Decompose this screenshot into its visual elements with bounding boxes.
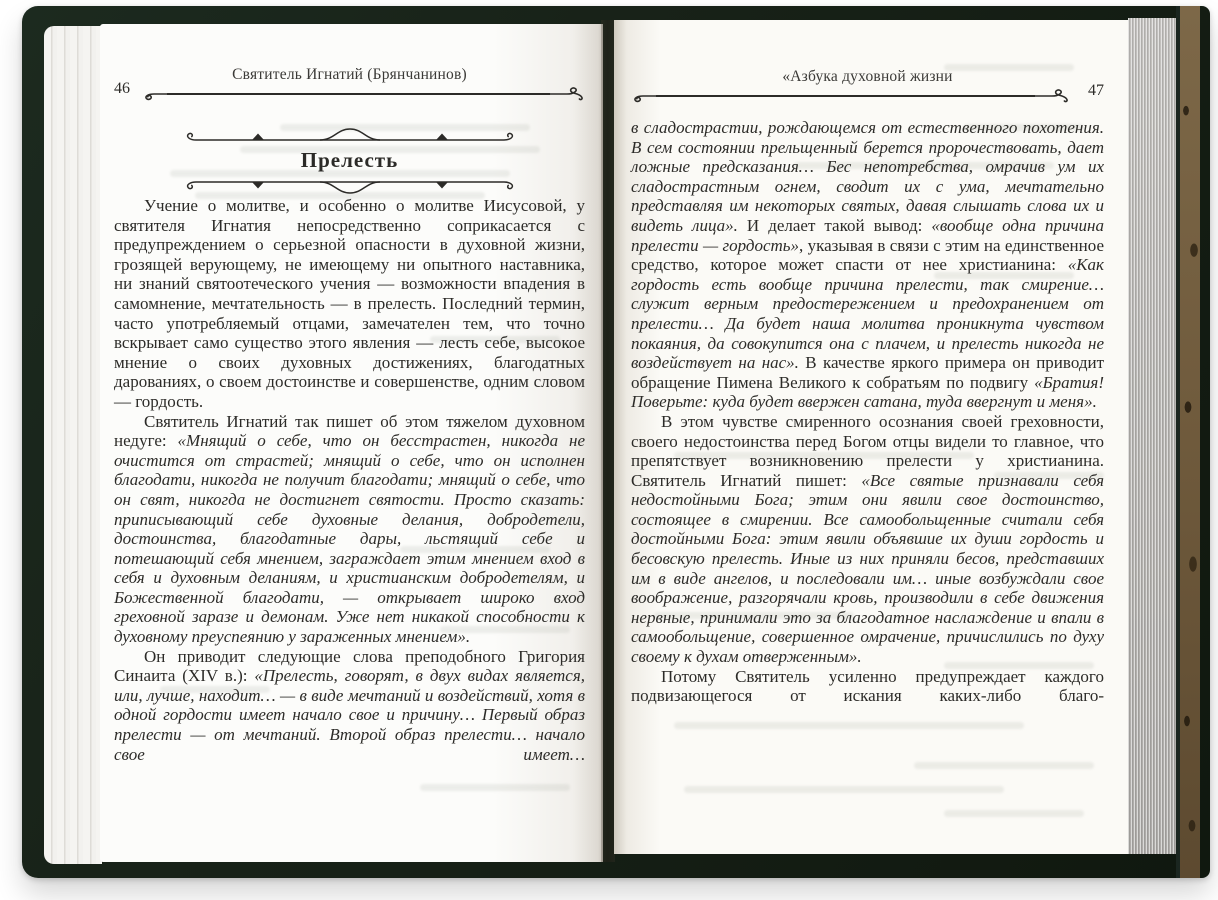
- running-header: Святитель Игнатий (Брянчанинов): [232, 66, 467, 83]
- page-number: 46: [114, 80, 130, 97]
- header-rule: [142, 86, 585, 102]
- paragraph: [114, 412, 585, 647]
- title-ornament-bottom-icon: [182, 176, 518, 198]
- body-text: Он приводит следующие слова преподобного Григория Синаита (XIV в.):: [114, 646, 585, 686]
- paragraph: [114, 196, 585, 412]
- right-page: [614, 20, 1128, 854]
- quote-text: «Как гордость есть вообще причина прелести, так смирение… служит верным предостережением и предохранением от прелести… Да будет наша молитва проникнута чувством покаяния, да совокупится она с плачем, и прелесть никогда не воздействует на нас».: [631, 255, 1104, 373]
- title-ornament-top-icon: [182, 124, 518, 146]
- quote-text: «Все святые признавали себя недостойными Бога; этим они явили свое достоинство, состоящее в смирении. Все самообольщенные считали себя достойными Бога: этим явили объявшие их души гордость и бесовскую прелесть. Иные из них приняли бесов, представших им в виде ангелов, и последовали им… иные возбуждали свое воображение, разгорячали кровь, производили в себе движения нервные, принимали это за благодатное наслаждение и впали в самообольщение, совершенное омрачение, причислились по духу своему к духам отверженным».: [631, 470, 1104, 667]
- quote-text: «Братия! Поверьте: куда будет ввержен сатана, туда ввергнут и меня».: [631, 372, 1104, 412]
- right-fore-edge: [1128, 18, 1180, 854]
- running-header: «Азбука духовной жизни: [782, 68, 953, 85]
- header-rule-line: [655, 95, 1036, 97]
- paragraph: [631, 667, 1104, 706]
- page-body: [631, 118, 1104, 706]
- gutter-shadow: [601, 20, 615, 862]
- paragraph: [631, 118, 1104, 412]
- page-body: [114, 196, 585, 764]
- left-page-stack-edge: [44, 26, 102, 864]
- left-page: [100, 24, 603, 862]
- quote-text: «Прелесть, говорят, в двух видах является, или, лучше, находит… — в виде мечтаний и воздействий, хотя в одной гордости имеет начало свое и причину… Первый образ прелести — от мечтаний. Второй образ прелести… начало свое имеет…: [114, 666, 585, 764]
- body-text: В этом чувстве смиренного осознания своей греховности, своего недостоинства перед Богом отцы видели то главное, что препятствует возникновению прелести у христианина. Святитель Игнатий пишет:: [631, 411, 1104, 490]
- body-text: Потому Святитель усиленно предупреждает каждого подвизающегося от искания каких-либо благо-: [631, 666, 1104, 706]
- body-text: , указывая в связи с этим на единственное средство, которое может спасти от нее христианина:: [631, 235, 1104, 275]
- quote-text: «Мнящий о себе, что он бесстрастен, никогда не очистится от страстей; мнящий о себе, что он исполнен благодати, никогда не получит благодати; мнящий о себе, что он свят, никогда не достигнет святости. Просто сказать: приписывающий себе духовные делания, добродетели, достоинства, благодатные дары, льстящий себе и потешающий себя мнением, заграждает этим мнением вход в себя и духовным деланиям, и христианским добродетелям, и Божественной благодати, — открывает широко вход греховной заразе и демонам. Уже нет никакой способности к духовному преуспеянию у зараженных мнением».: [114, 431, 585, 647]
- body-text: И делает такой вывод:: [737, 215, 932, 235]
- page-number: 47: [1088, 82, 1104, 99]
- paragraph: [114, 647, 585, 765]
- marbled-endpaper-edge: [1180, 6, 1200, 878]
- left-curl-icon: [142, 86, 166, 102]
- quote-text: «вообще одна причина прелести — гордость»: [631, 215, 1104, 255]
- header-rule: [631, 88, 1070, 104]
- body-text: В качестве яркого примера он приводит обращение Пимена Великого к собратьям по подвигу: [631, 353, 1104, 392]
- chapter-title: Прелесть: [300, 148, 399, 172]
- right-curl-icon: [1036, 88, 1070, 104]
- left-curl-icon: [631, 88, 655, 104]
- body-text: Учение о молитве, и особенно о молитве Иисусовой, у святителя Игнатия непосредственно соприкасается с предупреждением о серьезной опасности в духовной жизни, грозящей верующему, не имеющему ни опытного наставника, ни знаний святоотеческого учения — возможности впадения в самомнение, мечтательность — в прелесть. Последний термин, часто употребляемый отцами, замечателен тем, что точно вскрывает само существо этого явления — лесть себе, высокое мнение о своих духовных достижениях, благодатных дарованиях, о своем достоинстве и совершенстве, одним словом — гордость.: [114, 196, 585, 411]
- chapter-title-block: [182, 124, 518, 198]
- right-curl-icon: [551, 86, 585, 102]
- quote-text: в сладострастии, рождающемся от естественного похотения. В сем состоянии прельщенный берется пророчествовать, дает ложные предсказания… Бес непотребства, омрачив ум их сладострастным огнем, сводит их с ума, мечтательно представляя им некоторых святых, давая слышать слова их и видеть лица».: [631, 118, 1104, 235]
- paragraph: [631, 412, 1104, 667]
- header-rule-line: [166, 93, 551, 95]
- body-text: Святитель Игнатий так пишет об этом тяжелом духовном недуге:: [114, 411, 585, 451]
